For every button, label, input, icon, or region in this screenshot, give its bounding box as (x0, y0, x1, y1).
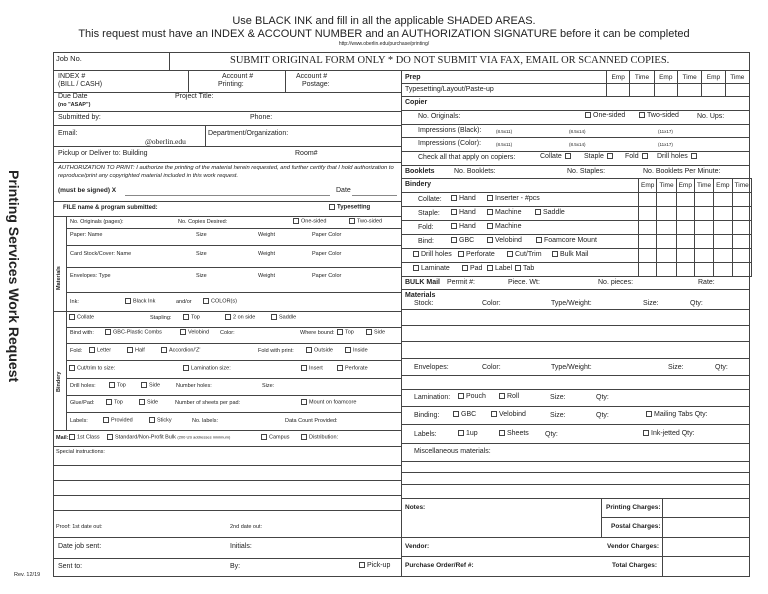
glue-side-checkbox[interactable] (139, 399, 145, 405)
insert-label: Insert (309, 365, 323, 372)
where-bound-label: Where bound: (300, 330, 335, 336)
impressions-color-label: Impressions (Color): (418, 140, 482, 147)
fold-outside-label: Outside (314, 347, 333, 354)
submit-notice: SUBMIT ORIGINAL FORM ONLY * DO NOT SUBMIT VIA FAX, EMAIL OR SCANNED COPIES. (230, 55, 670, 66)
printing-charges-label: Printing Charges: (606, 504, 661, 511)
date-job-sent-label: Date job sent: (58, 543, 102, 550)
one-up-label: 1up (466, 430, 478, 437)
bind-gbc-label: GBC (459, 237, 475, 244)
printing-label: Printing: (218, 81, 244, 88)
mailing-tabs-checkbox[interactable] (646, 411, 652, 417)
copier-one-sided-label: One-sided (593, 112, 626, 119)
drill-holes-right-label: Drill holes (421, 251, 452, 258)
drill-holes-checkbox[interactable] (413, 251, 419, 257)
booklets-header: Booklets (405, 168, 435, 175)
bindery-emp-3: Emp (714, 179, 732, 193)
pickup-deliver-label: Pickup or Deliver to: Building (58, 150, 148, 157)
ink-label: Ink: (70, 299, 79, 305)
and-or-label: and/or (176, 299, 192, 305)
bindery-collate-label: Collate: (418, 196, 442, 203)
number-holes-label: Number holes: (176, 383, 212, 389)
misc-materials-label: Miscellaneous materials: (414, 448, 491, 455)
signature-line[interactable] (125, 195, 330, 196)
stock-label: Stock: (414, 300, 434, 307)
paper-size-label: Size (196, 232, 207, 238)
envelope-color-label: Paper Color (312, 273, 342, 279)
envelope-weight-label: Weight (258, 273, 276, 279)
fold-half-checkbox[interactable] (127, 347, 133, 353)
staple-saddle-right-checkbox[interactable] (535, 209, 541, 215)
special-instructions-label: Special instructions: (56, 449, 105, 455)
booklets-per-minute-label: No. Booklets Per Minute: (643, 168, 721, 175)
binding-gbc-checkbox[interactable] (453, 411, 459, 417)
black-ink-label: Black Ink (133, 298, 156, 305)
paper-name-label: Paper: Name (70, 232, 103, 238)
fold-letter-label: Letter (97, 347, 112, 354)
impressions-black-label: Impressions (Black): (418, 127, 482, 134)
copier-originals-label: No. Originals: (418, 113, 461, 120)
envelope-size-right-label: Size: (668, 364, 684, 371)
black-ink-checkbox[interactable] (125, 298, 131, 304)
no-asap-note: (no "ASAP") (58, 102, 91, 108)
campus-label: Campus (269, 434, 290, 441)
label-label: Label (495, 265, 513, 272)
data-count-label: Data Count Provided: (285, 418, 338, 424)
phone-label: Phone: (250, 114, 273, 121)
bindery-emp-1: Emp (639, 179, 657, 193)
index-label: INDEX # (58, 73, 86, 80)
fold-half-label: Half (135, 347, 145, 354)
staple-top-checkbox[interactable] (183, 314, 189, 320)
pickup-checkbox[interactable] (359, 562, 365, 568)
pouch-label: Pouch (466, 393, 486, 400)
vendor-charges-label: Vendor Charges: (607, 543, 660, 550)
envelope-color-right-label: Color: (482, 364, 501, 371)
stapling-label: Stapling: (150, 315, 172, 321)
binding-size-label: Size: (550, 412, 566, 419)
sent-by-label: By: (230, 563, 241, 570)
roll-checkbox[interactable] (499, 393, 505, 399)
bindery-fold-label: Fold: (418, 224, 434, 231)
velobind-checkbox[interactable] (180, 329, 186, 335)
collate-label: Collate (77, 314, 95, 321)
inkjet-label: Ink-jetted Qty: (651, 430, 695, 437)
standard-bulk-checkbox[interactable] (107, 434, 113, 440)
collate-hand-label: Hand (459, 195, 476, 202)
account-printing-label: Account # (222, 73, 254, 80)
standard-bulk-label: Standard/Non-Profit Bulk (115, 434, 176, 441)
stock-size-label: Size: (643, 300, 659, 307)
bind-gbc-checkbox[interactable] (451, 237, 457, 243)
bindery-emp-2: Emp (676, 179, 694, 193)
binding-velobind-label: Velobind (499, 411, 526, 418)
drill-side-checkbox[interactable] (141, 382, 147, 388)
distribution-checkbox[interactable] (301, 434, 307, 440)
first-class-checkbox[interactable] (69, 434, 75, 440)
label-checkbox[interactable] (487, 265, 493, 271)
bulk-mail-header: BULK Mail (405, 279, 440, 286)
drill-side-label: Side (149, 382, 161, 389)
bind-with-label: Bind with: (70, 330, 94, 336)
collate-checkbox[interactable] (69, 314, 75, 320)
bind-color-label: Color: (220, 330, 235, 336)
glue-top-checkbox[interactable] (106, 399, 112, 405)
insert-checkbox[interactable] (301, 365, 307, 371)
originals-label: No. Originals (pages): (70, 219, 124, 225)
form-title-vertical: Printing Services Work Request (6, 170, 22, 383)
foamcore-label: Foamcore Mount (544, 237, 597, 244)
bound-side-label: Side (374, 329, 386, 336)
fold-with-print-label: Fold with print: (258, 348, 294, 354)
pad-label: Pad (470, 265, 483, 272)
bindery-time-3: Time (732, 179, 751, 193)
color-8x11-label: (8.5x11) (496, 142, 513, 147)
signature-label: (must be signed) X (58, 187, 117, 194)
tab-checkbox[interactable] (515, 265, 521, 271)
copier-collate-label: Collate (540, 153, 562, 160)
mail-label: Mail: (56, 435, 69, 441)
drill-top-label: Top (117, 382, 126, 389)
sent-to-label: Sent to: (58, 563, 83, 570)
lamination-right-label: Lamination: (414, 394, 451, 401)
job-no-field[interactable] (53, 52, 170, 70)
prep-time-3: Time (725, 71, 749, 84)
fold-accordion-checkbox[interactable] (161, 347, 167, 353)
typesetting-layout-label: Typesetting/Layout/Paste-up (405, 86, 494, 93)
no-ups-label: No. Ups: (697, 113, 725, 120)
sheets-per-pad-label: Number of sheets per pad: (175, 400, 241, 406)
copier-header: Copier (405, 99, 428, 106)
drill-top-checkbox[interactable] (109, 382, 115, 388)
mount-foamcore-label: Mount on foamcore (309, 399, 357, 406)
notes-label: Notes: (405, 504, 426, 511)
no-staples-label: No. Staples: (567, 168, 606, 175)
postage-label: Postage: (302, 81, 330, 88)
one-sided-label: One-sided (301, 218, 327, 225)
staple-saddle-label: Saddle (279, 314, 297, 321)
velobind-label: Velobind (188, 329, 210, 336)
staple-machine-checkbox[interactable] (487, 209, 493, 215)
card-stock-label: Card Stock/Cover: Name (70, 251, 132, 257)
bound-side-checkbox[interactable] (366, 329, 372, 335)
copier-drill-label: Drill holes (657, 153, 688, 160)
signature-date-label: Date (336, 187, 351, 194)
pickup-label: Pick-up (367, 562, 391, 569)
perforate-right-checkbox[interactable] (458, 251, 464, 257)
stock-color-label: Color: (482, 300, 501, 307)
bind-velobind-label: Velobind (495, 237, 522, 244)
email-label: Email: (58, 130, 78, 137)
staple-saddle-checkbox[interactable] (271, 314, 277, 320)
one-sided-checkbox[interactable] (293, 218, 299, 224)
fold-outside-checkbox[interactable] (306, 347, 312, 353)
bindery-time-1: Time (657, 179, 676, 193)
paper-color-label: Paper Color (312, 232, 342, 238)
total-charges-label: Total Charges: (612, 562, 658, 569)
fold-hand-label: Hand (459, 223, 476, 230)
color-8x14-label: (8.5x14) (569, 142, 586, 147)
copier-one-sided-checkbox[interactable] (585, 112, 591, 118)
labels-sticky-label: Sticky (157, 417, 172, 424)
bulk-mail-label: Bulk Mail (560, 251, 589, 258)
bindery-side-label: Bindery (56, 371, 62, 392)
paper-weight-label: Weight (258, 232, 276, 238)
roll-label: Roll (507, 393, 520, 400)
card-weight-label: Weight (258, 251, 276, 257)
labels-qty-label: Qty: (545, 431, 558, 438)
second-date-label: 2nd date out: (230, 524, 263, 530)
envelopes-right-label: Envelopes: (414, 364, 449, 371)
lamination-size-label: Lamination size: (191, 365, 231, 372)
binding-gbc-label: GBC (461, 411, 477, 418)
mount-foamcore-checkbox[interactable] (301, 399, 307, 405)
fold-accordion-label: Accordion/'Z' (169, 347, 201, 354)
proof-date-label: Proof: 1st date out: (56, 524, 103, 530)
cut-trim-right-checkbox[interactable] (507, 251, 513, 257)
bind-velobind-checkbox[interactable] (487, 237, 493, 243)
copies-desired-label: No. Copies Desired: (178, 219, 228, 225)
fold-hand-checkbox[interactable] (451, 223, 457, 229)
glue-pad-label: Glue/Pad: (70, 400, 95, 406)
fold-machine-checkbox[interactable] (487, 223, 493, 229)
fold-inside-label: Inside (353, 347, 368, 354)
typesetting-label: Typesetting (337, 204, 371, 211)
stock-qty-label: Qty: (690, 300, 703, 307)
prep-time-1: Time (630, 71, 654, 84)
inkjet-checkbox[interactable] (643, 430, 649, 436)
job-no-label: Job No. (56, 54, 82, 63)
email-domain: @oberlin.edu (145, 137, 186, 146)
labels-provided-label: Provided (111, 417, 133, 424)
one-up-checkbox[interactable] (458, 430, 464, 436)
copier-fold-label: Fold (625, 153, 639, 160)
binding-qty-label: Qty: (596, 412, 609, 419)
submitted-by-label: Submitted by: (58, 114, 101, 121)
lamination-qty-label: Qty: (596, 394, 609, 401)
prep-time-2: Time (677, 71, 701, 84)
staple-hand-checkbox[interactable] (451, 209, 457, 215)
header-line1: Use BLACK INK and fill in all the applicable SHADED AREAS. (232, 15, 536, 27)
labels-right-label: Labels: (414, 431, 437, 438)
binding-velobind-checkbox[interactable] (491, 411, 497, 417)
bindery-bind-label: Bind: (418, 238, 434, 245)
copier-staple-label: Staple (584, 153, 604, 160)
black-11x17-label: (11x17) (658, 129, 673, 134)
envelope-type-weight-label: Type/Weight: (551, 364, 592, 371)
bound-top-checkbox[interactable] (337, 329, 343, 335)
inserter-label: Inserter - #pcs (495, 195, 540, 202)
inserter-checkbox[interactable] (487, 195, 493, 201)
piece-wt-label: Piece. Wt: (508, 279, 540, 286)
labels-sticky-checkbox[interactable] (149, 417, 155, 423)
mailing-tabs-label: Mailing Tabs Qty: (654, 411, 708, 418)
rate-label: Rate: (698, 279, 715, 286)
pad-checkbox[interactable] (462, 265, 468, 271)
bindery-header: Bindery (405, 181, 432, 188)
sheets-label: Sheets (507, 430, 529, 437)
foamcore-checkbox[interactable] (536, 237, 542, 243)
perforate-right-label: Perforate (466, 251, 495, 258)
cut-trim-right-label: Cut/Trim (515, 251, 542, 258)
labels-label: Labels: (70, 418, 88, 424)
staple-machine-label: Machine (495, 209, 522, 216)
black-8x11-label: (8.5x11) (496, 129, 513, 134)
bindery-time-2: Time (694, 179, 713, 193)
materials-side-label: Materials (56, 266, 62, 290)
stock-type-weight-label: Type/Weight: (551, 300, 592, 307)
black-8x14-label: (8.5x14) (569, 129, 586, 134)
staple-2-side-label: 2 on side (233, 314, 256, 321)
typesetting-checkbox[interactable] (329, 204, 335, 210)
staple-top-label: Top (191, 314, 200, 321)
department-label: Department/Organization: (208, 130, 289, 137)
fold-machine-label: Machine (495, 223, 522, 230)
vendor-label: Vendor: (405, 543, 430, 550)
color-ink-checkbox[interactable] (203, 298, 209, 304)
copier-fold-checkbox[interactable] (642, 153, 648, 159)
copier-drill-checkbox[interactable] (691, 153, 697, 159)
copier-two-sided-label: Two-sided (647, 112, 679, 119)
bindery-time-grid (638, 178, 752, 277)
initials-label: Initials: (230, 543, 252, 550)
distribution-label: Distribution: (309, 434, 339, 441)
drill-size-label: Size: (262, 383, 275, 389)
two-sided-label: Two-sided (357, 218, 383, 225)
account-postage-label: Account # (296, 73, 328, 80)
binding-label: Binding: (414, 412, 440, 419)
perforate-checkbox[interactable] (337, 365, 343, 371)
copier-two-sided-checkbox[interactable] (639, 112, 645, 118)
check-all-copiers-label: Check all that apply on copiers: (418, 154, 516, 161)
prep-header: Prep (405, 74, 421, 81)
bulk-mail-checkbox[interactable] (552, 251, 558, 257)
project-title-label: Project Title: (175, 93, 214, 100)
labels-provided-checkbox[interactable] (103, 417, 109, 423)
revision-label: Rev. 12/19 (14, 572, 41, 578)
bindery-staple-label: Staple: (418, 210, 440, 217)
campus-checkbox[interactable] (261, 434, 267, 440)
due-date-label: Due Date (58, 93, 88, 100)
tab-label: Tab (523, 265, 535, 272)
collate-hand-checkbox[interactable] (451, 195, 457, 201)
lamination-checkbox[interactable] (183, 365, 189, 371)
two-sided-checkbox[interactable] (349, 218, 355, 224)
postal-charges-label: Postal Charges: (611, 523, 661, 530)
laminate-checkbox[interactable] (413, 265, 419, 271)
purchase-order-label: Purchase Order/Ref #: (405, 562, 474, 569)
prep-emp-2: Emp (654, 71, 677, 84)
laminate-label: Laminate (421, 265, 450, 272)
authorization-text: AUTHORIZATION TO PRINT: I authorize the printing of the material herein requested, and further certify that I hold authorization to reproduce/print any copyrighted material included in this work request. (58, 165, 394, 179)
copier-collate-checkbox[interactable] (565, 153, 571, 159)
no-pieces-label: No. pieces: (598, 279, 634, 286)
envelopes-type-label: Envelopes: Type (70, 273, 111, 279)
cut-trim-label: Cut/trim to size: (77, 365, 116, 372)
glue-top-label: Top (114, 399, 123, 406)
fold-letter-checkbox[interactable] (89, 347, 95, 353)
file-name-label: FILE name & program submitted: (63, 205, 158, 211)
envelope-qty-label: Qty: (715, 364, 728, 371)
sheets-checkbox[interactable] (499, 430, 505, 436)
fold-label: Fold: (70, 348, 83, 354)
gbc-label: GBC-Plastic Combs (113, 329, 162, 336)
no-booklets-label: No. Booklets: (454, 168, 496, 175)
prep-emp-3: Emp (702, 71, 725, 84)
color-11x17-label: (11x17) (658, 142, 673, 147)
glue-side-label: Side (147, 399, 159, 406)
lamination-size-right-label: Size: (550, 394, 566, 401)
header-url: http://www.oberlin.edu/purchase/printing/ (338, 41, 430, 47)
room-label: Room# (295, 150, 318, 157)
staple-hand-label: Hand (459, 209, 476, 216)
prep-emp-1: Emp (607, 71, 630, 84)
no-labels-label: No. labels: (192, 418, 218, 424)
bound-top-label: Top (345, 329, 354, 336)
first-class-label: 1st Class (77, 434, 100, 441)
card-size-label: Size (196, 251, 207, 257)
perforate-label: Perforate (345, 365, 368, 372)
gbc-checkbox[interactable] (105, 329, 111, 335)
bill-cash-label: (BILL / CASH) (58, 81, 103, 88)
header-line2: This request must have an INDEX & ACCOUNT NUMBER and an AUTHORIZATION SIGNATURE before it can be completed (78, 28, 690, 40)
cut-trim-checkbox[interactable] (69, 365, 75, 371)
materials-header: Materials (405, 292, 436, 299)
staple-2-side-checkbox[interactable] (225, 314, 231, 320)
fold-inside-checkbox[interactable] (345, 347, 351, 353)
envelope-size-label: Size (196, 273, 207, 279)
color-ink-label: COLOR(s) (211, 298, 237, 305)
copier-staple-checkbox[interactable] (607, 153, 613, 159)
card-color-label: Paper Color (312, 251, 342, 257)
pouch-checkbox[interactable] (458, 393, 464, 399)
permit-label: Permit #: (447, 279, 476, 286)
drill-holes-label: Drill holes: (70, 383, 96, 389)
standard-bulk-note: (200 US addresses minimum) (177, 434, 231, 440)
staple-saddle-right-label: Saddle (543, 209, 565, 216)
